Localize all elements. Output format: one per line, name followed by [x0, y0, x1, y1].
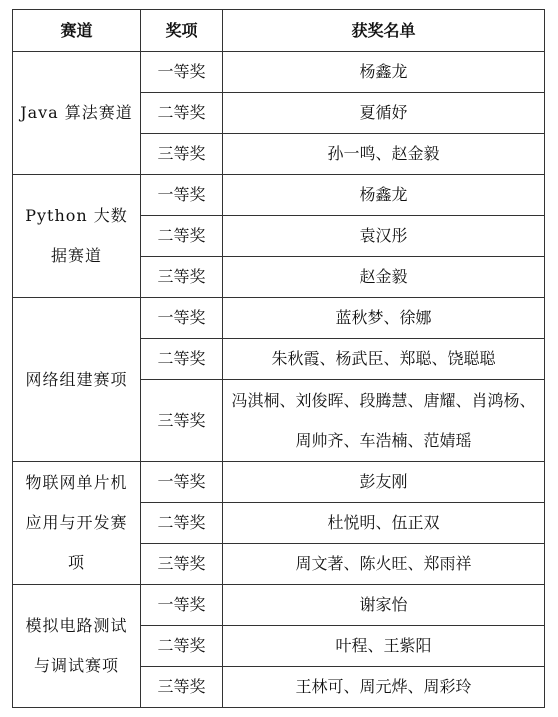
prize-cell: 一等奖 — [141, 52, 223, 93]
header-track: 赛道 — [13, 10, 141, 52]
track-name: 网络组建赛项 — [13, 298, 141, 462]
table-row — [13, 52, 545, 93]
table-row — [13, 462, 545, 503]
winners-cell: 赵金毅 — [223, 257, 545, 298]
track-name: 模拟电路测试与调试赛项 — [13, 585, 141, 708]
winners-cell: 王林可、周元烨、周彩玲 — [223, 667, 545, 708]
winners-cell: 袁汉彤 — [223, 216, 545, 257]
table-row — [13, 175, 545, 216]
prize-cell: 一等奖 — [141, 585, 223, 626]
track-name: 物联网单片机应用与开发赛项 — [13, 462, 141, 585]
header-prize: 奖项 — [141, 10, 223, 52]
table-row — [13, 298, 545, 339]
winners-cell: 杨鑫龙 — [223, 175, 545, 216]
prize-cell: 二等奖 — [141, 93, 223, 134]
winners-cell: 蓝秋梦、徐娜 — [223, 298, 545, 339]
winners-cell: 杨鑫龙 — [223, 52, 545, 93]
prize-cell: 三等奖 — [141, 667, 223, 708]
winners-cell: 谢家怡 — [223, 585, 545, 626]
winners-cell: 夏循妤 — [223, 93, 545, 134]
winners-cell: 彭友刚 — [223, 462, 545, 503]
prize-cell: 一等奖 — [141, 298, 223, 339]
header-winners: 获奖名单 — [223, 10, 545, 52]
winners-cell: 朱秋霞、杨武臣、郑聪、饶聪聪 — [223, 339, 545, 380]
prize-cell: 一等奖 — [141, 462, 223, 503]
header-row — [13, 10, 545, 52]
track-name: Python 大数据赛道 — [13, 175, 141, 298]
prize-cell: 二等奖 — [141, 216, 223, 257]
prize-cell: 二等奖 — [141, 626, 223, 667]
prize-cell: 二等奖 — [141, 503, 223, 544]
winners-cell: 冯淇桐、刘俊晖、段腾慧、唐耀、肖鸿杨、周帅齐、车浩楠、范婧瑶 — [223, 380, 545, 462]
prize-cell: 三等奖 — [141, 257, 223, 298]
winners-cell: 杜悦明、伍正双 — [223, 503, 545, 544]
prize-cell: 三等奖 — [141, 380, 223, 462]
prize-cell: 一等奖 — [141, 175, 223, 216]
prize-cell: 三等奖 — [141, 134, 223, 175]
prize-cell: 三等奖 — [141, 544, 223, 585]
winners-cell: 孙一鸣、赵金毅 — [223, 134, 545, 175]
winners-cell: 叶程、王紫阳 — [223, 626, 545, 667]
winners-cell: 周文著、陈火旺、郑雨祥 — [223, 544, 545, 585]
track-name: Java 算法赛道 — [13, 52, 141, 175]
table-row — [13, 585, 545, 626]
awards-table — [12, 9, 545, 708]
prize-cell: 二等奖 — [141, 339, 223, 380]
